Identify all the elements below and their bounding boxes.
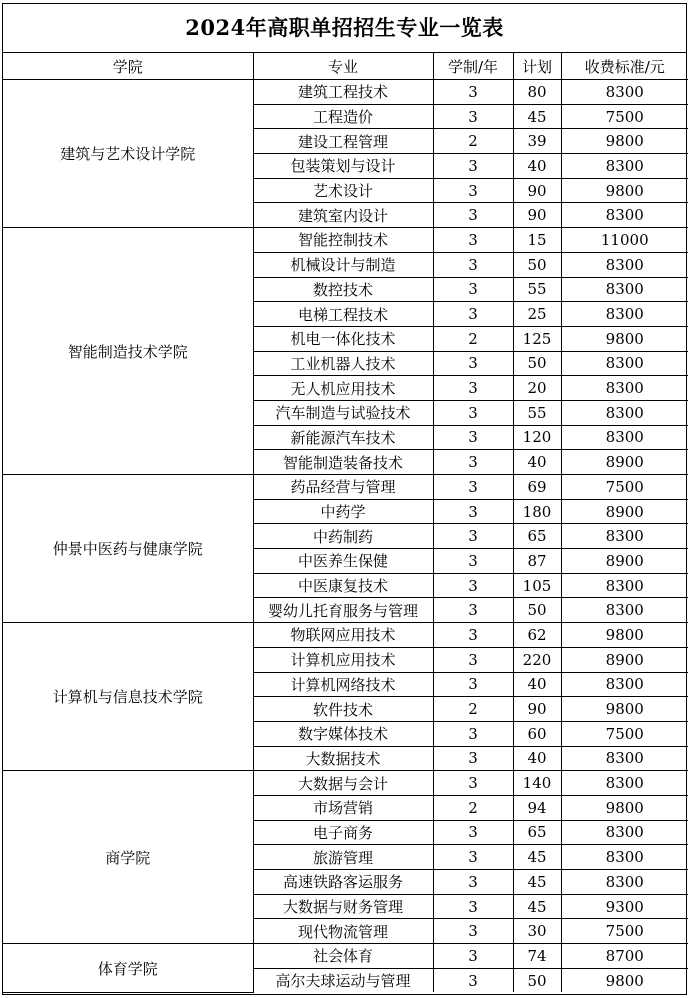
major-cell: 智能制造装备技术	[253, 450, 433, 475]
plan-cell: 120	[513, 425, 561, 450]
fee-cell: 9800	[561, 326, 688, 351]
plan-cell: 105	[513, 573, 561, 598]
plan-cell: 50	[513, 351, 561, 376]
major-cell: 中医康复技术	[253, 573, 433, 598]
years-cell: 3	[433, 499, 513, 524]
years-cell: 3	[433, 647, 513, 672]
major-cell: 现代物流管理	[253, 919, 433, 944]
header-row	[3, 53, 688, 80]
major-cell: 计算机网络技术	[253, 672, 433, 697]
major-cell: 高尔夫球运动与管理	[253, 968, 433, 992]
header-plan: 计划	[513, 53, 561, 80]
major-cell: 旅游管理	[253, 845, 433, 870]
plan-cell: 94	[513, 795, 561, 820]
years-cell: 3	[433, 80, 513, 105]
years-cell: 3	[433, 154, 513, 179]
fee-cell: 11000	[561, 228, 688, 253]
major-cell: 机械设计与制造	[253, 252, 433, 277]
years-cell: 3	[433, 820, 513, 845]
header-college: 学院	[3, 53, 253, 80]
fee-cell: 7500	[561, 721, 688, 746]
plan-cell: 15	[513, 228, 561, 253]
years-cell: 3	[433, 376, 513, 401]
major-cell: 社会体育	[253, 944, 433, 969]
years-cell: 3	[433, 721, 513, 746]
years-cell: 2	[433, 795, 513, 820]
years-cell: 3	[433, 277, 513, 302]
plan-cell: 30	[513, 919, 561, 944]
fee-cell: 9800	[561, 697, 688, 722]
fee-cell: 8300	[561, 771, 688, 796]
major-cell: 数控技术	[253, 277, 433, 302]
major-cell: 数字媒体技术	[253, 721, 433, 746]
plan-cell: 55	[513, 277, 561, 302]
header-major: 专业	[253, 53, 433, 80]
major-cell: 工程造价	[253, 104, 433, 129]
plan-cell: 40	[513, 672, 561, 697]
plan-cell: 50	[513, 252, 561, 277]
years-cell: 3	[433, 771, 513, 796]
plan-cell: 39	[513, 129, 561, 154]
years-cell: 3	[433, 919, 513, 944]
plan-cell: 90	[513, 203, 561, 228]
fee-cell: 8300	[561, 302, 688, 327]
years-cell: 3	[433, 104, 513, 129]
major-cell: 市场营销	[253, 795, 433, 820]
major-cell: 婴幼儿托育服务与管理	[253, 598, 433, 623]
fee-cell: 8700	[561, 944, 688, 969]
years-cell: 3	[433, 944, 513, 969]
major-cell: 智能控制技术	[253, 228, 433, 253]
fee-cell: 8300	[561, 351, 688, 376]
table-row	[3, 475, 688, 500]
years-cell: 3	[433, 178, 513, 203]
header-years: 学制/年	[433, 53, 513, 80]
plan-cell: 62	[513, 623, 561, 648]
years-cell: 3	[433, 968, 513, 992]
years-cell: 3	[433, 524, 513, 549]
major-cell: 新能源汽车技术	[253, 425, 433, 450]
plan-cell: 45	[513, 894, 561, 919]
years-cell: 3	[433, 870, 513, 895]
college-name: 体育学院	[3, 944, 253, 993]
major-cell: 计算机应用技术	[253, 647, 433, 672]
fee-cell: 8300	[561, 845, 688, 870]
plan-cell: 87	[513, 549, 561, 574]
major-cell: 中医养生保健	[253, 549, 433, 574]
plan-cell: 45	[513, 845, 561, 870]
plan-cell: 74	[513, 944, 561, 969]
years-cell: 2	[433, 326, 513, 351]
major-cell: 包装策划与设计	[253, 154, 433, 179]
years-cell: 3	[433, 845, 513, 870]
years-cell: 2	[433, 697, 513, 722]
fee-cell: 8900	[561, 499, 688, 524]
table-row	[3, 228, 688, 253]
fee-cell: 8900	[561, 549, 688, 574]
plan-cell: 220	[513, 647, 561, 672]
enrollment-sheet	[2, 3, 687, 995]
years-cell: 3	[433, 252, 513, 277]
fee-cell: 9800	[561, 129, 688, 154]
plan-cell: 65	[513, 524, 561, 549]
fee-cell: 8300	[561, 598, 688, 623]
plan-cell: 40	[513, 154, 561, 179]
plan-cell: 20	[513, 376, 561, 401]
major-cell: 电子商务	[253, 820, 433, 845]
fee-cell: 9300	[561, 894, 688, 919]
plan-cell: 45	[513, 870, 561, 895]
years-cell: 3	[433, 475, 513, 500]
fee-cell: 8300	[561, 672, 688, 697]
plan-cell: 65	[513, 820, 561, 845]
fee-cell: 8300	[561, 746, 688, 771]
plan-cell: 180	[513, 499, 561, 524]
fee-cell: 8300	[561, 203, 688, 228]
plan-cell: 40	[513, 450, 561, 475]
fee-cell: 8300	[561, 524, 688, 549]
fee-cell: 8300	[561, 400, 688, 425]
fee-cell: 7500	[561, 104, 688, 129]
years-cell: 3	[433, 400, 513, 425]
years-cell: 3	[433, 573, 513, 598]
plan-cell: 40	[513, 746, 561, 771]
plan-cell: 140	[513, 771, 561, 796]
table-row	[3, 623, 688, 648]
plan-cell: 50	[513, 968, 561, 992]
major-cell: 中药学	[253, 499, 433, 524]
fee-cell: 9800	[561, 968, 688, 992]
major-cell: 药品经营与管理	[253, 475, 433, 500]
fee-cell: 8300	[561, 277, 688, 302]
college-name: 智能制造技术学院	[3, 228, 253, 475]
major-cell: 软件技术	[253, 697, 433, 722]
major-cell: 大数据技术	[253, 746, 433, 771]
major-cell: 工业机器人技术	[253, 351, 433, 376]
major-cell: 大数据与会计	[253, 771, 433, 796]
major-cell: 艺术设计	[253, 178, 433, 203]
fee-cell: 7500	[561, 475, 688, 500]
plan-cell: 80	[513, 80, 561, 105]
fee-cell: 9800	[561, 178, 688, 203]
plan-cell: 55	[513, 400, 561, 425]
plan-cell: 25	[513, 302, 561, 327]
years-cell: 3	[433, 672, 513, 697]
plan-cell: 50	[513, 598, 561, 623]
plan-cell: 90	[513, 178, 561, 203]
major-cell: 无人机应用技术	[253, 376, 433, 401]
major-cell: 机电一体化技术	[253, 326, 433, 351]
majors-table	[3, 53, 688, 993]
college-name: 建筑与艺术设计学院	[3, 80, 253, 228]
header-fee: 收费标准/元	[561, 53, 688, 80]
fee-cell: 8300	[561, 870, 688, 895]
years-cell: 3	[433, 228, 513, 253]
fee-cell: 8900	[561, 647, 688, 672]
fee-cell: 8300	[561, 425, 688, 450]
fee-cell: 8300	[561, 80, 688, 105]
fee-cell: 8300	[561, 820, 688, 845]
years-cell: 3	[433, 598, 513, 623]
plan-cell: 125	[513, 326, 561, 351]
fee-cell: 8900	[561, 450, 688, 475]
plan-cell: 69	[513, 475, 561, 500]
major-cell: 中药制药	[253, 524, 433, 549]
college-name: 商学院	[3, 771, 253, 944]
college-name: 计算机与信息技术学院	[3, 623, 253, 771]
years-cell: 3	[433, 549, 513, 574]
fee-cell: 9800	[561, 795, 688, 820]
table-row	[3, 771, 688, 796]
major-cell: 汽车制造与试验技术	[253, 400, 433, 425]
major-cell: 物联网应用技术	[253, 623, 433, 648]
plan-cell: 45	[513, 104, 561, 129]
fee-cell: 8300	[561, 154, 688, 179]
years-cell: 3	[433, 351, 513, 376]
major-cell: 建筑工程技术	[253, 80, 433, 105]
years-cell: 2	[433, 129, 513, 154]
major-cell: 大数据与财务管理	[253, 894, 433, 919]
major-cell: 建筑室内设计	[253, 203, 433, 228]
college-name: 仲景中医药与健康学院	[3, 475, 253, 623]
page-title: 2024年高职单招招生专业一览表	[3, 4, 686, 53]
years-cell: 3	[433, 203, 513, 228]
fee-cell: 8300	[561, 252, 688, 277]
years-cell: 3	[433, 450, 513, 475]
plan-cell: 60	[513, 721, 561, 746]
years-cell: 3	[433, 894, 513, 919]
years-cell: 3	[433, 302, 513, 327]
fee-cell: 9800	[561, 623, 688, 648]
major-cell: 电梯工程技术	[253, 302, 433, 327]
years-cell: 3	[433, 425, 513, 450]
major-cell: 高速铁路客运服务	[253, 870, 433, 895]
major-cell: 建设工程管理	[253, 129, 433, 154]
table-row	[3, 80, 688, 105]
years-cell: 3	[433, 623, 513, 648]
fee-cell: 8300	[561, 376, 688, 401]
table-body	[3, 80, 688, 993]
fee-cell: 8300	[561, 573, 688, 598]
plan-cell: 90	[513, 697, 561, 722]
years-cell: 3	[433, 746, 513, 771]
table-row	[3, 944, 688, 969]
fee-cell: 7500	[561, 919, 688, 944]
